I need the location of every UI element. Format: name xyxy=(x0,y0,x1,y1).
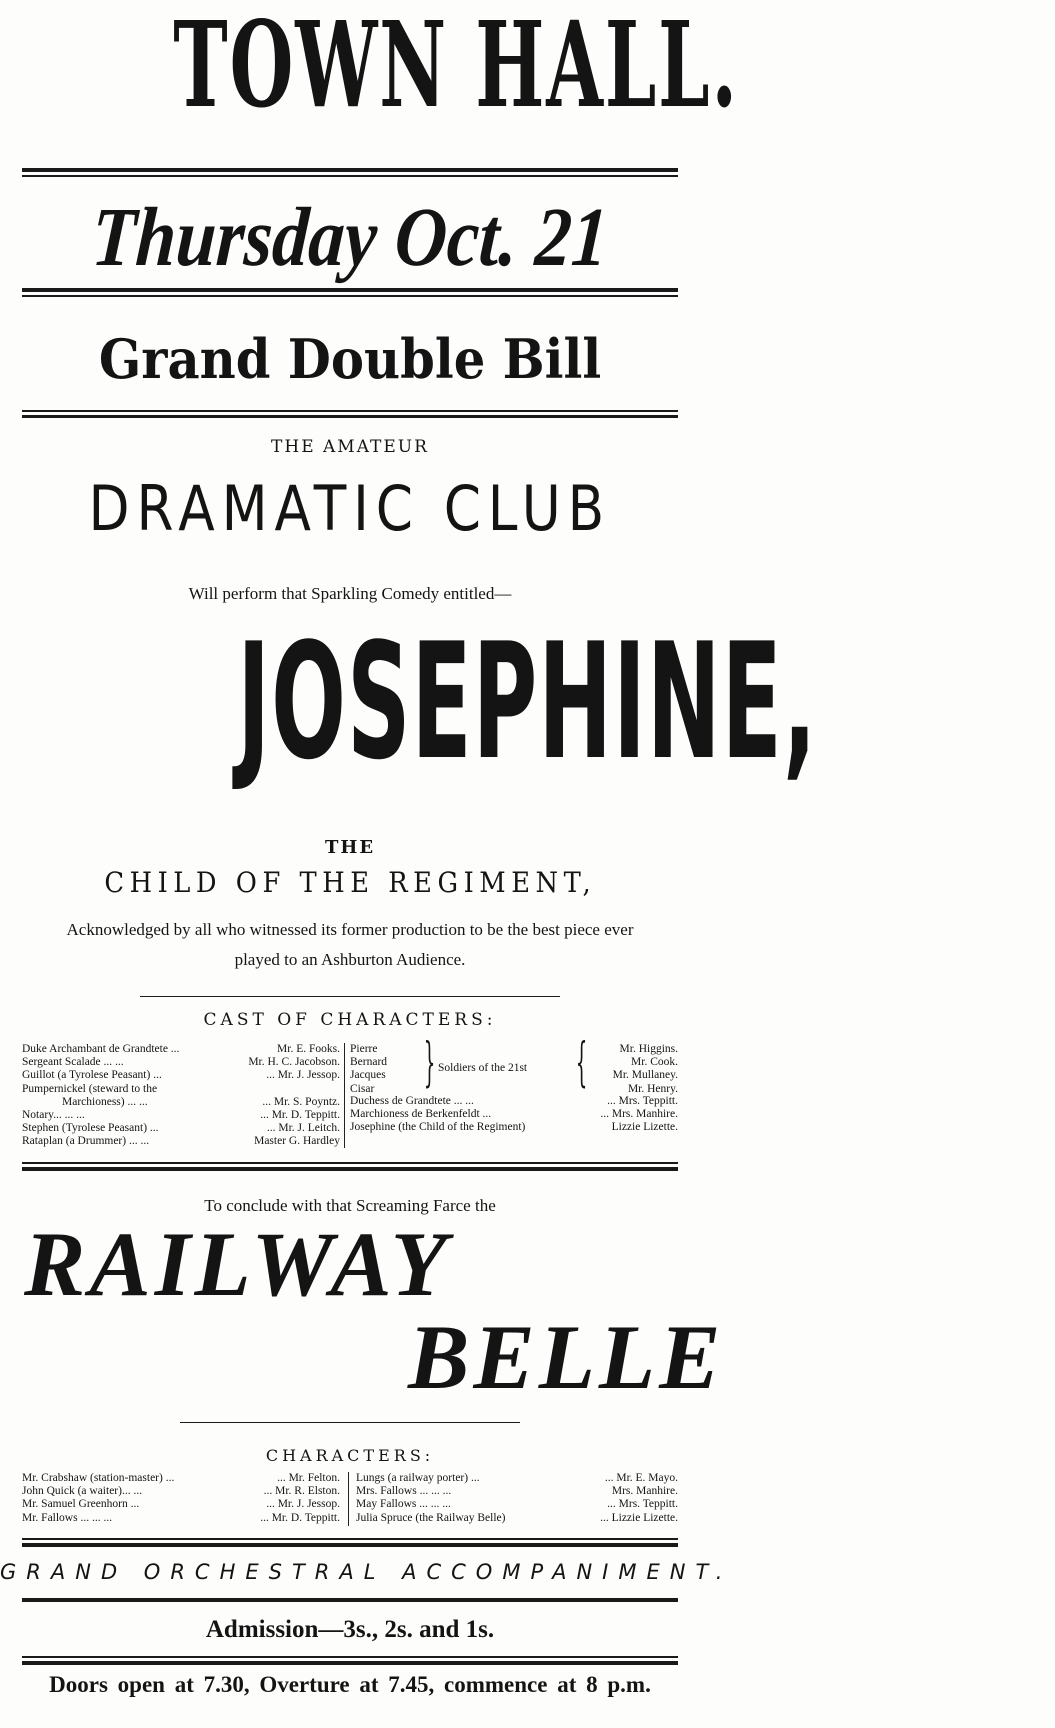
cast-row: Mr. Samuel Greenhorn ... ... Mr. J. Jessop. xyxy=(22,1498,340,1511)
doors-line: Doors open at 7.30, Overture at 7.45, commence at 8 p.m. xyxy=(49,1672,651,1697)
club-name xyxy=(0,472,700,545)
characters-divider xyxy=(348,1472,349,1526)
play-the: THE xyxy=(324,837,376,858)
cast-divider xyxy=(344,1043,345,1148)
cast-row: Marchioness) ... ... ... Mr. S. Poyntz. xyxy=(62,1095,340,1108)
date-title xyxy=(0,191,700,284)
cast-row: Marchioness de Berkenfeldt ... ... Mrs. Manhire. xyxy=(350,1108,678,1121)
play-subtitle-text: CHILD OF THE REGIMENT, xyxy=(104,866,596,899)
rule xyxy=(22,410,678,412)
characters-heading: CHARACTERS: xyxy=(265,1446,435,1465)
play-title xyxy=(0,608,818,795)
rule xyxy=(22,1543,678,1547)
cast-row: Duke Archambant de Grandtete ... Mr. E. Fooks. xyxy=(22,1043,340,1055)
acknowledgement-line-2: played to an Ashburton Audience. xyxy=(234,950,466,969)
soldier-actors: Mr. Higgins. Mr. Cook. Mr. Mullaney. Mr. Henry. xyxy=(612,1043,678,1095)
rule xyxy=(22,175,678,177)
rule xyxy=(22,1162,678,1164)
farce-title-line-2: BELLE xyxy=(408,1306,725,1408)
acknowledgement-line-1: Acknowledged by all who witnessed its former production to be the best piece ever xyxy=(66,920,634,939)
cast-row: Guillot (a Tyrolese Peasant) ... ... Mr. J. Jessop. xyxy=(22,1069,340,1082)
soldiers-group xyxy=(350,1033,678,1095)
soldiers-label: Soldiers of the 21st xyxy=(438,1062,528,1074)
farce-title-line-1: RAILWAY xyxy=(24,1213,451,1315)
cast-row: Pumpernickel (steward to the xyxy=(22,1082,158,1095)
cast-row: Mr. Fallows ... ... ... ... Mr. D. Teppitt. xyxy=(22,1511,340,1524)
bill-text: Grand Double Bill xyxy=(98,327,602,391)
cast-row: Sergeant Scalade ... ... Mr. H. C. Jacobson. xyxy=(22,1056,340,1069)
left-brace-icon: { xyxy=(575,1033,588,1093)
club-name-text: DRAMATIC CLUB xyxy=(88,472,612,545)
farce-intro: To conclude with that Screaming Farce the xyxy=(204,1196,496,1215)
rule xyxy=(22,1167,678,1171)
cast-row: May Fallows ... ... ... ... Mrs. Teppitt. xyxy=(356,1498,678,1511)
perform-line: Will perform that Sparkling Comedy entitled— xyxy=(188,584,512,603)
rule xyxy=(22,1661,678,1665)
rule xyxy=(22,288,678,292)
venue-title xyxy=(0,0,739,134)
right-brace-icon: } xyxy=(423,1033,436,1093)
cast-row: Duchess de Grandtete ... ... ... Mrs. Teppitt. xyxy=(350,1095,678,1107)
soldier-names: Pierre Bernard Jacques Cisar xyxy=(350,1043,388,1095)
rule xyxy=(22,295,678,297)
cast-row: John Quick (a waiter)... ... ... Mr. R. Elston. xyxy=(22,1485,340,1498)
rule xyxy=(22,1598,678,1602)
cast-row: Mr. Crabshaw (station-master) ... ... Mr. Felton. xyxy=(22,1472,340,1484)
admission-line: Admission—3s., 2s. and 1s. xyxy=(205,1616,495,1643)
cast-row: Mrs. Fallows ... ... ... Mrs. Manhire. xyxy=(356,1485,678,1498)
rule xyxy=(22,1538,678,1540)
cast-row: Stephen (Tyrolese Peasant) ... ... Mr. J. Leitch. xyxy=(22,1122,340,1135)
club-intro: THE AMATEUR xyxy=(271,437,429,457)
rule xyxy=(22,1656,678,1658)
venue-text: TOWN HALL. xyxy=(173,0,739,134)
orchestra-line: GRAND ORCHESTRAL ACCOMPANIMENT. xyxy=(0,1560,733,1584)
rule xyxy=(22,168,678,172)
date-text: Thursday Oct. 21 xyxy=(89,191,611,284)
cast-row: Rataplan (a Drummer) ... ... Master G. Hardley xyxy=(22,1135,340,1148)
cast-list-left xyxy=(22,1043,340,1149)
rule xyxy=(22,415,678,418)
rule xyxy=(180,1422,520,1423)
rule xyxy=(140,996,560,997)
cast-list-right xyxy=(350,1033,678,1135)
farce-list-right xyxy=(356,1472,678,1525)
cast-row: Notary... ... ... ... Mr. D. Teppitt. xyxy=(22,1109,340,1122)
cast-row: Julia Spruce (the Railway Belle) ... Lizzie Lizette. xyxy=(356,1511,678,1524)
cast-row: Josephine (the Child of the Regiment) Lizzie Lizette. xyxy=(350,1121,678,1134)
cast-row: Lungs (a railway porter) ... ... Mr. E. Mayo. xyxy=(356,1472,678,1484)
bill-title xyxy=(0,327,700,391)
play-subtitle xyxy=(0,866,700,899)
cast-heading: CAST OF CHARACTERS: xyxy=(203,1010,497,1030)
play-title-text: JOSEPHINE, xyxy=(237,608,818,795)
farce-list-left xyxy=(22,1472,340,1525)
